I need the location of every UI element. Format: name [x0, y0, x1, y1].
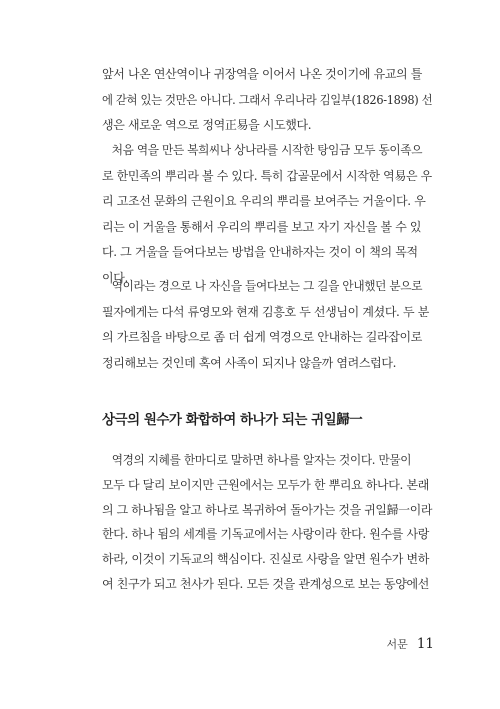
section-paragraph	[102, 448, 432, 597]
text-line: 처음 역을 만든 복희씨나 상나라를 시작한 탕임금 모두 동이족으	[111, 143, 423, 157]
text-line: 하라, 이것이 기독교의 핵심이다. 진실로 사랑을 알면 원수가 변하	[102, 552, 429, 567]
text-line: 리 고조선 문화의 근원이요 우리의 뿌리를 보여주는 거울이다. 우	[102, 194, 426, 208]
paragraph-3	[102, 274, 432, 376]
text-line: 의 가르침을 바탕으로 좀 더 쉽게 역경으로 안내하는 길라잡이로	[102, 330, 423, 344]
section-heading: 상극의 원수가 화합하여 하나가 되는 귀일歸一	[102, 412, 363, 428]
text-line: 의 그 하나됨을 알고 하나로 복귀하여 돌아가는 것을 귀일歸一이라	[102, 502, 433, 517]
text-line: 생은 새로운 역으로 정역正易을 시도했다.	[102, 118, 312, 132]
text-line: 여 친구가 되고 천사가 된다. 모든 것을 관계성으로 보는 동양에선	[102, 576, 429, 591]
text-line: 리는 이 거울을 통해서 우리의 뿌리를 보고 자기 자신을 볼 수 있	[102, 219, 422, 234]
text-line: 로 한민족의 뿌리라 볼 수 있다. 특히 갑골문에서 시작한 역易은 우	[102, 168, 432, 183]
text-line: 역이라는 경으로 나 자신을 들여다보는 그 길을 안내했던 분으로	[111, 279, 423, 293]
text-line: 모두 다 달리 보이지만 근원에서는 모두가 한 뿌리요 하나다. 본래	[102, 477, 429, 492]
page-number: 11	[416, 636, 434, 652]
text-line: 앞서 나온 연산역이나 귀장역을 이어서 나온 것이기에 유교의 틀	[102, 67, 423, 81]
text-line: 정리해보는 것인데 혹여 사족이 되지나 않을까 염려스럽다.	[102, 355, 397, 370]
text-line: 다. 그 거울을 들여다보는 방법을 안내하자는 것이 이 책의 목적	[102, 245, 418, 259]
text-line: 역경의 지혜를 한마디로 말하면 하나를 알자는 것이다. 만물이	[111, 453, 412, 467]
paragraph-2	[102, 138, 432, 291]
running-header-section: 서문	[386, 638, 408, 651]
page-footer	[387, 636, 434, 652]
text-line: 한다. 하나 됨의 세계를 기독교에서는 사랑이라 한다. 원수를 사랑	[102, 527, 429, 542]
paragraph-1	[102, 62, 432, 139]
text-line: 에 갇혀 있는 것만은 아니다. 그래서 우리나라 김일부(1826-1898) 선	[102, 92, 433, 107]
text-line: 필자에게는 다석 류영모와 현재 김흥호 두 선생님이 계셨다. 두 분	[102, 304, 429, 319]
text-line: 이다.	[102, 270, 128, 285]
